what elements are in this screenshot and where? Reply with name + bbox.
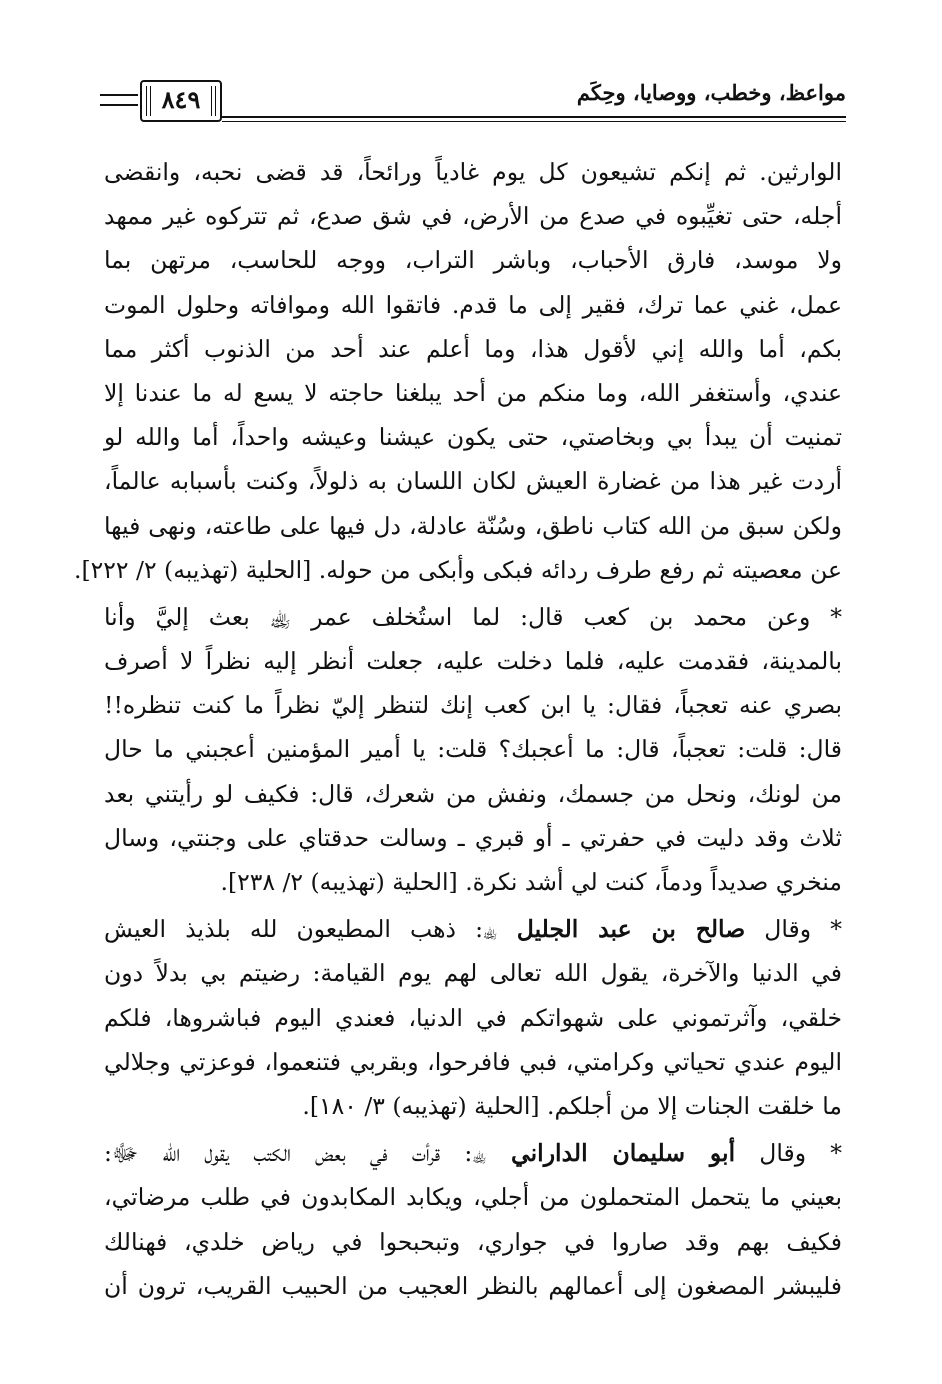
- text-line: بكم، أما والله إني لأقول هذا، وما أعلم عند أحد من الذنوب أكثر مما: [104, 334, 842, 363]
- text-line: عندي، وأستغفر الله، وما منكم من أحد يبلغنا حاجته لا يسع له ما عندنا إلا: [104, 378, 842, 407]
- text-fragment: * وقال: [745, 915, 842, 944]
- text-line: بعيني ما يتحمل المتحملون من أجلي، ويكابد المكابدون في طلب مرضاتي،: [104, 1183, 842, 1212]
- text-fragment: : قرأت في بعض الكتب يقول الله ﷻ:: [104, 1139, 473, 1168]
- text-line: أجله، حتى تغيِّبوه في صدع من الأرض، في شق صدع، ثم تتركوه غير ممهد: [104, 202, 842, 231]
- text-line: بالمدينة، فقدمت عليه، فلما دخلت عليه، جعلت أنظر إليه نظراً لا أصرف: [104, 647, 842, 676]
- text-line: ما خلقت الجنات إلا من أجلكم. [الحلية (تهذيبه) ٣/ ١٨٠].: [302, 1091, 842, 1120]
- text-line: من لونك، ونحل من جسمك، ونفش من شعرك، قال: فكيف لو رأيتني بعد: [104, 779, 842, 808]
- text-line: خلقي، وآثرتموني على شهواتكم في الدنيا، فعندي اليوم فباشروها، فلكم: [104, 1003, 842, 1032]
- narrator-name: أبو سليمان الداراني: [511, 1139, 736, 1168]
- paragraph-4: [104, 1131, 842, 1308]
- text-line: منخري صديداً ودماً، كنت لي أشد نكرة. [الحلية (تهذيبه) ٢/ ٢٣٨].: [220, 868, 842, 896]
- text-fragment: * وقال: [735, 1139, 842, 1168]
- text-line: * وعن محمد بن كعب قال: لما استُخلف عمر ﵀ بعث إليَّ وأنا: [104, 602, 842, 631]
- narrator-name: صالح بن عبد الجليل: [516, 915, 746, 944]
- text-line: ولا موسد، فارق الأحباب، وباشر التراب، ووجه للحاسب، مرتهن بما: [104, 246, 842, 275]
- text-line: الوارثين. ثم إنكم تشيعون كل يوم غادياً ورائحاً، قد قضى نحبه، وانقضى: [104, 158, 842, 186]
- running-title: مواعظ، وخطب، ووصايا، وحِكَم: [576, 80, 846, 105]
- paragraph-2: [104, 595, 842, 904]
- text-line: [104, 907, 842, 951]
- text-line: تمنيت أن يبدأ بي وبخاصتي، حتى يكون عيشنا وعيشه واحداً، أما والله لو: [104, 423, 842, 452]
- text-line: ولكن سبق من الله كتاب ناطق، وسُنّة عادلة، دل فيها على طاعته، ونهى فيها: [104, 511, 842, 540]
- honorific-glyph: ﵀: [472, 1146, 487, 1166]
- text-line: بصري عنه تعجباً، فقال: يا ابن كعب إنك لتنظر إليّ نظراً ما كنت تنظره!!: [104, 691, 842, 720]
- text-line: اليوم عندي تحياتي وكرامتي، فبي فافرحوا، وبقربي فتنعموا، فوعزتي وجلالي: [104, 1047, 842, 1076]
- text-line: عن معصيته ثم رفع طرف ردائه فبكى وأبكى من حوله. [الحلية (تهذيبه) ٢/ ٢٢٢].: [74, 555, 842, 584]
- honorific-glyph: ﵀: [483, 922, 498, 942]
- text-line: [104, 1131, 842, 1175]
- text-line: في الدنيا والآخرة، يقول الله تعالى لهم يوم القيامة: رضيتم بي بدلاً دون: [104, 959, 842, 988]
- text-line: أردت غير هذا من غضارة العيش لكان اللسان به ذلولاً، وكنت بأسبابه عالماً،: [104, 467, 842, 496]
- text-line: ثلاث وقد دليت في حفرتي ـ أو قبري ـ وسالت حدقتاي على وجنتي، وسال: [104, 823, 842, 852]
- paragraph-3: [104, 907, 842, 1128]
- page-number: ٨٤٩: [140, 80, 222, 122]
- header-rule-thin: [222, 121, 846, 122]
- text-line: قال: قلت: تعجباً، قال: ما أعجبك؟ قلت: يا أمير المؤمنين أعجبني ما حال: [104, 735, 842, 764]
- text-line: فليبشر المصغون إلى أعمالهم بالنظر العجيب من الحبيب القريب، ترون أن: [104, 1271, 842, 1300]
- body-text: [74, 150, 842, 1308]
- text-line: عمل، غني عما ترك، فقير إلى ما قدم. فاتقوا الله وموافاته وحلول الموت: [104, 290, 842, 319]
- header-rule: [222, 116, 846, 118]
- header-ornament-lines: [100, 94, 138, 106]
- page-header: [100, 76, 846, 126]
- paragraph-1: [74, 150, 842, 592]
- text-line: فكيف بهم وقد صاروا في جواري، وتبحبحوا في رياض خلدي، فهنالك: [104, 1227, 842, 1256]
- text-fragment: : ذهب المطيعون لله بلذيذ العيش: [104, 915, 484, 944]
